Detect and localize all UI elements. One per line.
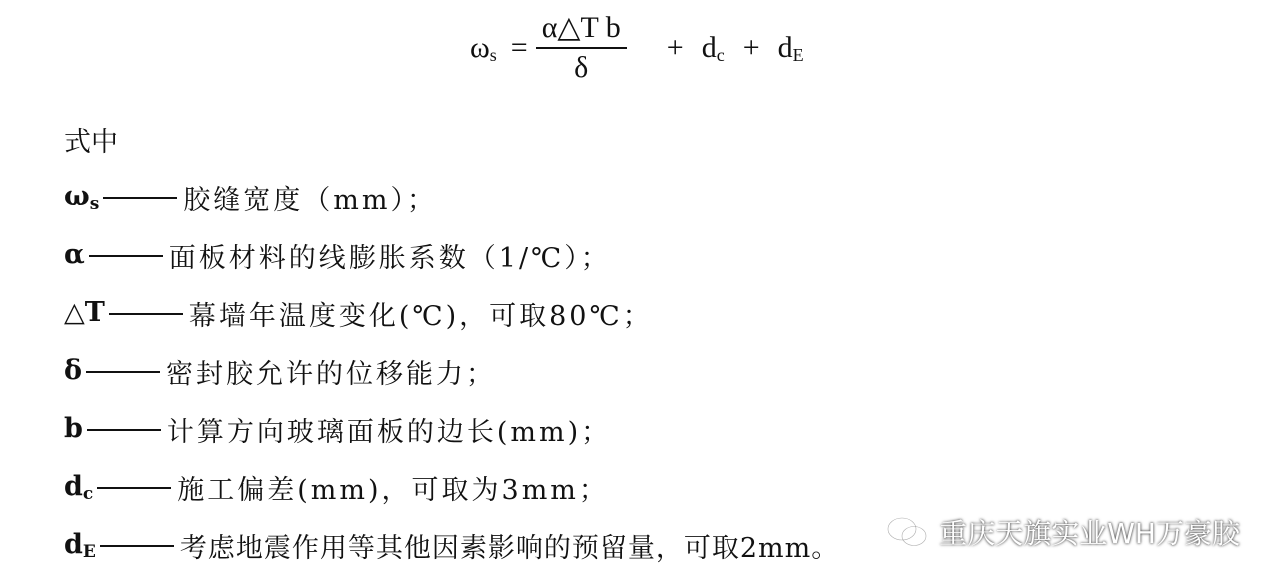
symbol-base: ω	[64, 180, 90, 212]
definition-row	[64, 284, 1214, 342]
definition-symbol	[64, 297, 105, 330]
em-dash	[89, 255, 163, 257]
definition-symbol	[64, 529, 96, 562]
heading-where: 式中	[64, 126, 118, 158]
formula-lhs-sub: s	[489, 44, 497, 65]
em-dash	[87, 429, 161, 431]
formula-fraction	[536, 11, 627, 85]
symbol-base: d	[64, 470, 83, 502]
formula-term-dc-base: d	[701, 30, 717, 64]
formula-lhs	[470, 31, 497, 66]
definition-row	[64, 458, 1214, 516]
symbol-sub: E	[82, 541, 96, 562]
definition-text: 施工偏差(mm)，可取为3mm；	[177, 474, 609, 506]
formula-equals: =	[510, 31, 528, 64]
formula-numerator: α△T b	[536, 11, 627, 49]
em-dash	[86, 371, 160, 373]
definition-text: 幕墙年温度变化(℃)，可取80℃；	[188, 300, 653, 332]
formula-lhs-base: ω	[470, 30, 490, 64]
definition-symbol	[64, 239, 85, 272]
symbol-base: δ	[64, 354, 83, 386]
em-dash	[103, 197, 177, 199]
formula	[470, 8, 804, 88]
em-dash	[100, 545, 174, 547]
definition-row	[64, 400, 1214, 458]
definition-symbol	[64, 355, 82, 388]
definition-symbol	[64, 181, 99, 214]
formula-plus-1: +	[666, 31, 684, 64]
definitions-block	[64, 110, 1214, 574]
formula-term-de-sub: E	[792, 44, 804, 65]
em-dash	[97, 487, 171, 489]
wechat-icon	[885, 514, 931, 550]
watermark-text: 重庆天旗实业WH万豪胶	[939, 517, 1240, 550]
formula-term-de	[778, 31, 804, 66]
formula-plus-2: +	[742, 31, 760, 64]
symbol-sub: c	[82, 483, 94, 504]
symbol-sub: s	[89, 193, 100, 214]
formula-term-dc	[702, 31, 725, 66]
definition-symbol	[64, 471, 93, 504]
symbol-base: △T	[64, 296, 105, 328]
definition-row	[64, 226, 1214, 284]
formula-denominator: δ	[574, 51, 589, 84]
definition-text: 计算方向玻璃面板的边长(mm)；	[166, 416, 612, 448]
watermark	[885, 512, 1240, 552]
definition-text: 考虑地震作用等其他因素影响的预留量，可取2mm。	[179, 532, 840, 564]
formula-term-dc-sub: c	[716, 44, 725, 65]
symbol-base: d	[64, 528, 83, 560]
definition-text: 胶缝宽度（mm）；	[183, 184, 438, 216]
formula-term-de-base: d	[777, 30, 793, 64]
symbol-base: b	[64, 412, 83, 444]
definition-text: 密封胶允许的位移能力；	[166, 358, 497, 390]
definition-row	[64, 168, 1214, 226]
symbol-base: α	[64, 238, 85, 270]
em-dash	[109, 313, 183, 315]
definition-symbol	[64, 413, 83, 446]
definition-row	[64, 342, 1214, 400]
definition-text: 面板材料的线膨胀系数（1/℃）；	[168, 242, 611, 274]
